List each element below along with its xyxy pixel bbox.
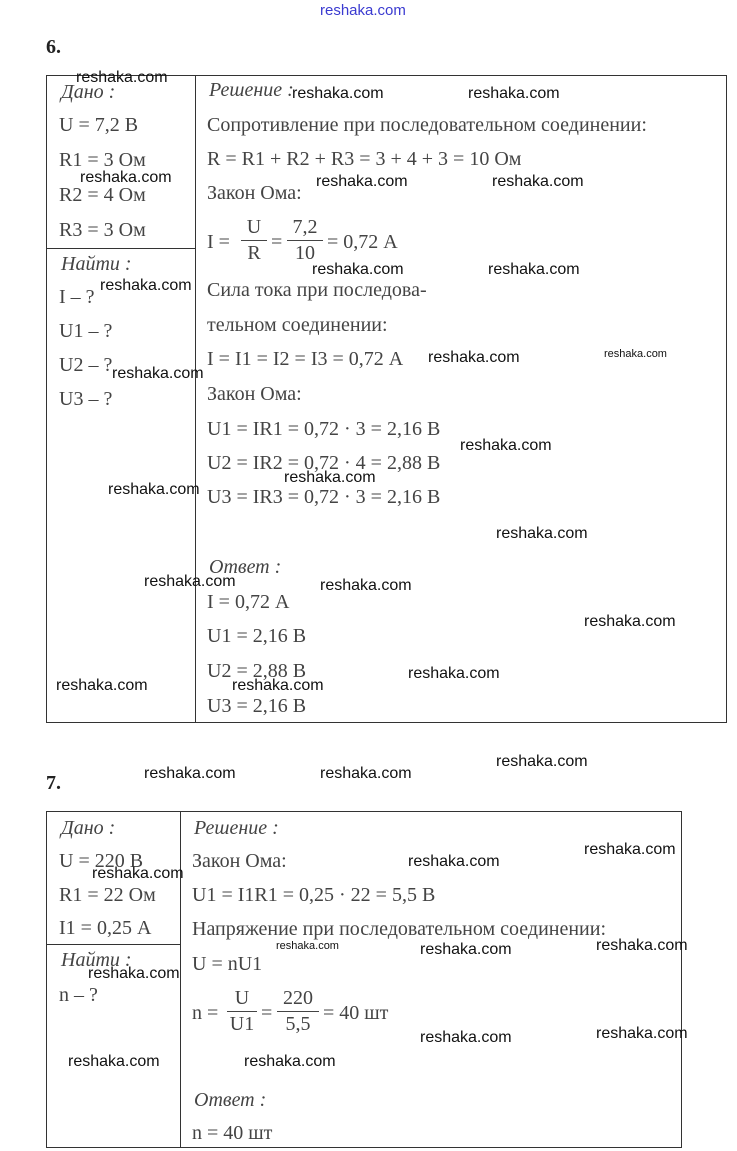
find-item: U2 – ? — [59, 354, 113, 376]
given-item: R2 = 4 Ом — [59, 184, 146, 206]
watermark: reshaka.com — [584, 613, 676, 630]
answer-item: U2 = 2,88 В — [207, 660, 307, 682]
fraction-numerator: U — [234, 987, 250, 1009]
solution-line: Закон Ома: — [207, 383, 302, 405]
watermark: reshaka.com — [496, 753, 588, 770]
solution-line: U1 = IR1 = 0,72 · 3 = 2,16 В — [207, 418, 441, 440]
find-label: Найти : — [61, 949, 132, 971]
find-item: U1 – ? — [59, 320, 113, 342]
watermark: reshaka.com — [488, 261, 580, 278]
formula-lhs: n = — [192, 1002, 219, 1024]
given-item: R1 = 22 Ом — [59, 884, 156, 906]
solution-line: R = R1 + R2 + R3 = 3 + 4 + 3 = 10 Ом — [207, 148, 522, 170]
fraction-denominator: 10 — [295, 242, 315, 264]
answer-label: Ответ : — [209, 556, 282, 578]
watermark: reshaka.com — [232, 677, 324, 694]
fraction — [287, 216, 323, 265]
fraction — [277, 987, 319, 1036]
find-item: I – ? — [59, 286, 95, 308]
given-label: Дано : — [61, 817, 116, 839]
answer-item: n = 40 шт — [192, 1122, 273, 1144]
fraction — [241, 216, 267, 265]
watermark: reshaka.com — [408, 853, 500, 870]
solution-line: Сопротивление при последовательном соединении: — [207, 114, 647, 136]
solution-line: Закон Ома: — [192, 850, 287, 872]
watermark: reshaka.com — [56, 677, 148, 694]
watermark: reshaka.com — [596, 937, 688, 954]
watermark: reshaka.com — [292, 85, 384, 102]
formula-eq: = — [261, 1002, 273, 1024]
fraction-denominator: 5,5 — [285, 1013, 311, 1035]
watermark: reshaka.com — [284, 469, 376, 486]
answer-label: Ответ : — [194, 1089, 267, 1111]
given-item: R1 = 3 Ом — [59, 149, 146, 171]
watermark: reshaka.com — [428, 349, 520, 366]
solution-line: I = I1 = I2 = I3 = 0,72 А — [207, 348, 404, 370]
watermark: reshaka.com — [312, 261, 404, 278]
watermark: reshaka.com — [468, 85, 560, 102]
fraction-numerator: U — [246, 216, 262, 238]
find-item: U3 – ? — [59, 388, 113, 410]
solution-label: Решение : — [209, 79, 294, 101]
watermark: reshaka.com — [420, 1029, 512, 1046]
solution-line: U = nU1 — [192, 953, 263, 975]
fraction-numerator: 7,2 — [292, 216, 318, 238]
fraction — [227, 987, 257, 1036]
watermark: reshaka.com — [492, 173, 584, 190]
site-header[interactable]: reshaka.com — [320, 2, 406, 19]
solution-line: U1 = I1R1 = 0,25 · 22 = 5,5 В — [192, 884, 436, 906]
watermark: reshaka.com — [92, 865, 184, 882]
watermark: reshaka.com — [604, 348, 667, 360]
answer-item: U1 = 2,16 В — [207, 625, 307, 647]
watermark: reshaka.com — [112, 365, 204, 382]
given-item: U = 220 В — [59, 850, 144, 872]
solution-label: Решение : — [194, 817, 279, 839]
find-label: Найти : — [61, 253, 132, 275]
fraction-denominator: R — [247, 242, 261, 264]
problem-6-number: 6. — [46, 36, 61, 58]
fraction-denominator: U1 — [229, 1013, 255, 1035]
given-item: R3 = 3 Ом — [59, 219, 146, 241]
watermark: reshaka.com — [144, 765, 236, 782]
watermark: reshaka.com — [244, 1053, 336, 1070]
solution-line: Закон Ома: — [207, 182, 302, 204]
solution-line: Сила тока при последова- — [207, 279, 427, 301]
watermark: reshaka.com — [100, 277, 192, 294]
given-label: Дано : — [61, 81, 116, 103]
watermark: reshaka.com — [88, 965, 180, 982]
given-item: U = 7,2 В — [59, 114, 139, 136]
watermark: reshaka.com — [596, 1025, 688, 1042]
formula-eq: = — [271, 231, 283, 253]
watermark: reshaka.com — [76, 69, 168, 86]
watermark: reshaka.com — [584, 841, 676, 858]
fraction-numerator: 220 — [283, 987, 313, 1009]
solution-line: Напряжение при последовательном соединении: — [192, 918, 607, 940]
formula-result: = 0,72 А — [327, 231, 398, 253]
formula-lhs: I = — [207, 231, 230, 253]
watermark: reshaka.com — [496, 525, 588, 542]
watermark: reshaka.com — [80, 169, 172, 186]
watermark: reshaka.com — [68, 1053, 160, 1070]
watermark: reshaka.com — [420, 941, 512, 958]
formula-result: = 40 шт — [323, 1002, 389, 1024]
solution-line: тельном соединении: — [207, 314, 388, 336]
solution-line: U2 = IR2 = 0,72 · 4 = 2,88 В — [207, 452, 441, 474]
watermark: reshaka.com — [460, 437, 552, 454]
given-item: I1 = 0,25 А — [59, 917, 152, 939]
watermark: reshaka.com — [320, 765, 412, 782]
watermark: reshaka.com — [320, 577, 412, 594]
watermark: reshaka.com — [144, 573, 236, 590]
watermark: reshaka.com — [276, 940, 339, 952]
find-item: n – ? — [59, 984, 98, 1006]
answer-item: U3 = 2,16 В — [207, 695, 307, 717]
solution-line: U3 = IR3 = 0,72 · 3 = 2,16 В — [207, 486, 441, 508]
watermark: reshaka.com — [408, 665, 500, 682]
watermark: reshaka.com — [108, 481, 200, 498]
answer-item: I = 0,72 А — [207, 591, 290, 613]
problem-7-number: 7. — [46, 772, 61, 794]
watermark: reshaka.com — [316, 173, 408, 190]
